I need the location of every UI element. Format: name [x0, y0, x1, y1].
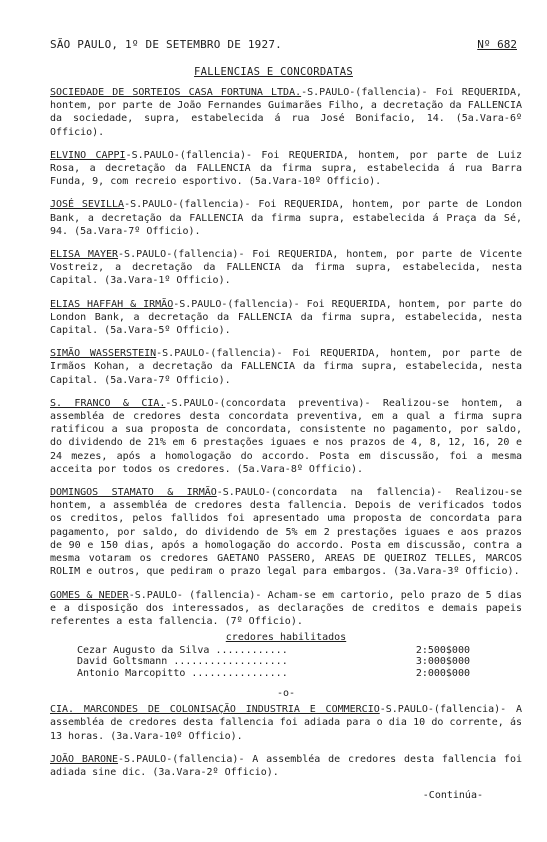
entry-name: ELISA MAYER	[50, 249, 119, 261]
entry-text: -S.PAULO-(fallencia)- Foi REQUERIDA, hontem, por parte de João Fernandes Guimarães Filho, a decretação da FALLENCIA da sociedade, supra, estabelecida á rua José Bonifacio, 14. (5a.Vara-6º Officio).	[50, 87, 522, 138]
entry-text: -S.PAULO-(fallencia)- Foi REQUERIDA, hontem, por parte do London Bank, a decretação da FALLENCIA da firma supra, estabelecida, nesta Capital. (5a.Vara-5º Officio).	[50, 298, 522, 337]
entry-name: GOMES & NEDER	[50, 589, 129, 601]
entry-name: CIA. MARCONDES DE COLONISAÇÃO INDUSTRIA E COMMERCIO	[50, 704, 380, 716]
creditor-amount: 2:500$000	[415, 644, 470, 656]
entry-elvino-cappi	[50, 149, 522, 189]
continua-label: -Continúa-	[422, 790, 483, 801]
entry-text: -S.PAULO-(concordata preventiva)- Realizou-se hontem, a assembléa de credores desta concordata preventiva, em a qual a firma supra ratificou a sua proposta de concordata, consistente no pagamento, por saldo, do dividendo de 21% em 6 prestações iguaes e nos prazos de 4, 8, 12, 16, 20 e 24 mezes, após a homologação do accordo. Posta em discussão, foi a mesma acceita por todos os credores. (5a.Vara-8º Officio).	[50, 397, 522, 475]
entry-text: -S.PAULO-(fallencia)- Foi REQUERIDA, hontem, por parte de London Bank, a decretação da FALLENCIA da firma supra, estabelecida á Praça da Sé, 94. (5a.Vara-7º Officio).	[50, 199, 523, 237]
entry-name: SOCIEDADE DE SORTEIOS CASA FORTUNA LTDA.	[50, 87, 302, 98]
entry-s-franco	[50, 397, 522, 476]
entry-joao-barone	[50, 753, 522, 779]
dateline: SÃO PAULO, 1º DE SETEMBRO DE 1927.	[50, 38, 282, 51]
entry-domingos-stamato	[50, 486, 522, 578]
creditors-table	[50, 632, 522, 679]
creditor-name: Cezar Augusto da Silva ............	[77, 644, 288, 656]
entry-name: SIMÃO WASSERSTEIN	[50, 348, 157, 360]
entry-jose-sevilla	[50, 198, 522, 238]
entry-text: -S.PAULO-(fallencia)- Foi REQUERIDA, hontem, por parte de Luiz Rosa, a decretação da FALLENCIA da firma supra, estabelecida á rua Barra Funda, 9, com recreio esportivo. (5a.Vara-10º Officio).	[50, 149, 522, 188]
entry-name: S. FRANCO & CIA.	[50, 397, 166, 409]
separator: -o-	[276, 688, 296, 700]
entry-text: -S.PAULO-(fallencia)- A assembléa de credores desta fallencia foi adiada para o dia 10 do corrente, ás 13 horas. (3a.Vara-10º Officio).	[50, 704, 522, 742]
section-title: FALLENCIAS E CONCORDATAS	[194, 66, 353, 78]
creditors-title: credores habilitados	[225, 632, 347, 644]
entry-simao-wasserstein	[50, 347, 522, 387]
entry-name: ELVINO CAPPI	[50, 149, 126, 161]
creditor-row	[50, 645, 522, 657]
entry-name: JOSÉ SEVILLA	[50, 199, 125, 211]
creditor-row	[50, 656, 522, 668]
creditor-row	[50, 668, 522, 680]
creditor-name: Antonio Marcopitto ................	[77, 667, 288, 679]
entries-list	[50, 86, 522, 789]
entry-text: -S.PAULO- (fallencia)- Acham-se em cartorio, pelo prazo de 5 dias e a disposição dos interessados, as declarações de creditos e demais papeis referentes a esta fallencia. (7º Officio).	[50, 589, 522, 627]
creditor-amount: 3:000$000	[415, 656, 470, 668]
entry-gomes-neder	[50, 589, 522, 629]
entry-name: DOMINGOS STAMATO & IRMÃO	[50, 487, 217, 499]
entry-elias-haffah	[50, 298, 522, 338]
entry-text: -S.PAULO-(concordata na fallencia)- Realizou-se hontem, a assembléa de credores desta fallencia. Depois de verificados todos os creditos, pelos fallidos foi apresentado uma proposta de concordata para pagamento, por saldo, do dividendo de 5% em 2 prestações iguaes e aos prazos de 90 e 150 dias, após a homologação do accordo. Posta em discussão, contra a mesma votaram os credores GAETANO PASSERO, AREAS DE QUEIROZ TELLES, MARCOS ROLIM e outros, que pediram o prazo legal para embargos. (3a.Vara-3º Officio).	[50, 487, 522, 578]
entry-elisa-mayer	[50, 248, 522, 288]
entry-name: JOÃO BARONE	[50, 753, 119, 765]
document-number: Nº 682	[477, 38, 517, 51]
entry-cia-marcondes	[50, 703, 522, 743]
entry-text: -S.PAULO-(fallencia)- A assembléa de credores desta fallencia foi adiada sine dic. (3a.Vara-2º Officio).	[50, 753, 522, 778]
creditor-name: David Goltsmann ...................	[77, 656, 288, 668]
entry-text: -S.PAULO-(fallencia)- Foi REQUERIDA, hontem, por parte de Irmãos Kohan, a decretação da FALLENCIA da firma supra, estabelecida, nesta Capital. (5a.Vara-7º Officio).	[50, 348, 522, 386]
entry-name: ELIAS HAFFAH & IRMÃO	[50, 298, 174, 310]
entry-sociedade-sorteios	[50, 86, 522, 139]
entry-text: -S.PAULO-(fallencia)- Foi REQUERIDA, hontem, por parte de Vicente Vostreiz, a decretação da FALLENCIA da firma supra, estabelecida, nesta Capital. (3a.Vara-1º Officio).	[50, 249, 522, 287]
creditor-amount: 2:000$000	[415, 667, 470, 679]
